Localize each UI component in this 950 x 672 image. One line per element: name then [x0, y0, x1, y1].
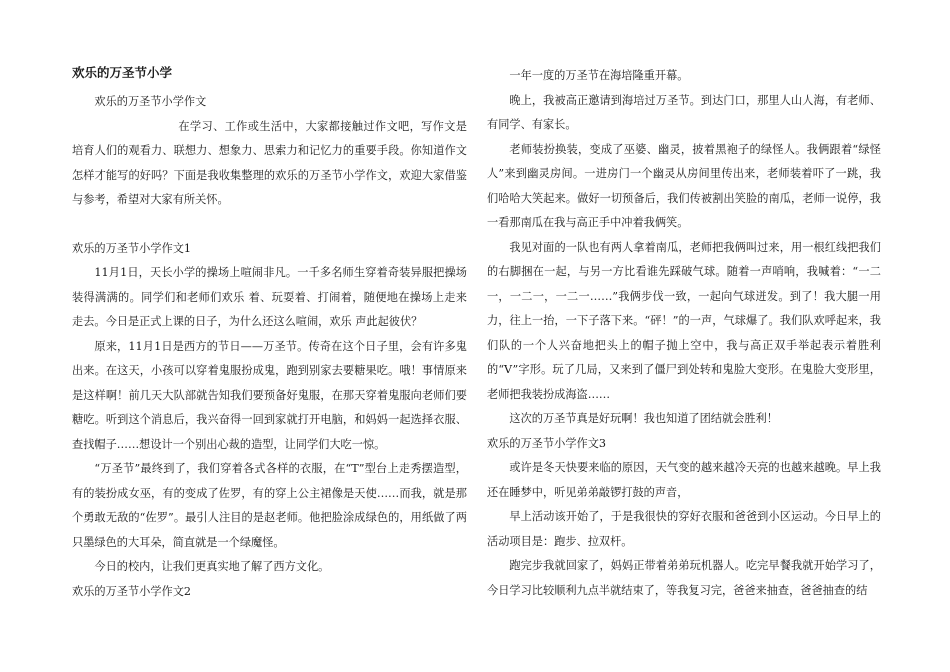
subtitle: 欢乐的万圣节小学作文 — [94, 95, 207, 108]
essay3-paragraph-2: 早上活动该开始了，于是我很快的穿好衣服和爸爸到小区运动。今日早上的活动项目是：跑步、拉双杆。 — [487, 510, 881, 548]
essay2-paragraph-3: 老师装扮换装，变成了巫婆、幽灵，披着黑袍子的绿怪人。我俩跟着“绿怪人”来到幽灵房间。一进房门一个幽灵从房间里传出来，老师装着吓了一跳，我们哈哈大笑起来。做好一切预备后，我们传被割出笑脸的南瓜，老师一说停，我一看那南瓜在我与高正手中冲着我俩笑。 — [487, 142, 881, 229]
essay1-paragraph-1: 11月1日，天长小学的操场上喧闹非凡。一千多名师生穿着奇装异服把操场装得满满的。同学们和老师们欢乐 着、玩耍着、打闹着，随便地在操场上走来走去。今日是正式上课的日子，为什么还这么喧闹，欢乐 声此起彼伏？ — [72, 266, 467, 328]
essay2-paragraph-2: 晚上，我被高正邀请到海培过万圣节。到达门口，那里人山人海，有老师、有同学、有家长。 — [487, 93, 881, 131]
document-title: 欢乐的万圣节小学 — [72, 65, 173, 80]
right-column — [487, 64, 881, 603]
essay1-paragraph-4: 今日的校内，让我们更真实地了解了西方文化。 — [94, 560, 330, 573]
essay2-paragraph-1: 一年一度的万圣节在海培隆重开幕。 — [509, 69, 689, 82]
essay1-paragraph-3: “万圣节”最终到了，我们穿着各式各样的衣服，在“T”型台上走秀摆造型，有的装扮成女巫，有的变成了佐罗，有的穿上公主裙像是天使……而我，就是那个勇敢无敌的“佐罗”。最引人注目的是赵老师。他把脸涂成绿色的，用纸做了两只墨绿色的大耳朵，简直就是一个绿魔怪。 — [72, 462, 467, 549]
essay2-paragraph-4: 我见对面的一队也有两人拿着南瓜，老师把我俩叫过来，用一根红线把我们的右脚捆在一起，与另一方比看谁先踩破气球。随着一声哨响，我喊着：“一二一，一二一，一二一……”我俩步伐一致，一起向气球迸发。到了！我大腿一用力，往上一抬，一下子落下来。“砰！”的一声，气球爆了。我们队欢呼起来，我们队的一个人兴奋地把头上的帽子抛上空中，我与高正双手举起表示着胜利的“V”字形。玩了几局，又来到了僵尸到处转和鬼脸大变形。在鬼脸大变形里，老师把我装扮成海盗…… — [487, 240, 881, 401]
essay3-paragraph-1: 或许是冬天快要来临的原因，天气变的越来越冷天亮的也越来越晚。早上我还在睡梦中，听见弟弟敲锣打鼓的声音， — [487, 461, 881, 499]
essay3-paragraph-3: 跑完步我就回家了，妈妈正带着弟弟玩机器人。吃完早餐我就开始学习了，今日学习比较顺利九点半就结束了，等我复习完，爸爸来抽查，爸爸抽查的结 — [487, 559, 881, 597]
essay3-heading: 欢乐的万圣节小学作文3 — [487, 436, 606, 450]
intro-paragraph: 在学习、工作或生活中，大家都接触过作文吧，写作文是培育人们的观看力、联想力、想象力、思索力和记忆力的重要手段。你知道作文怎样才能写的好吗？下面是我收集整理的欢乐的万圣节小学作文，欢迎大家借鉴与参考，希望对大家有所关怀。 — [72, 119, 467, 206]
essay2-heading: 欢乐的万圣节小学作文2 — [72, 584, 191, 598]
essay1-paragraph-2: 原来，11月1日是西方的节日——万圣节。传奇在这个日子里，会有许多鬼出来。在这天，小孩可以穿着鬼服扮成鬼，跑到别家去要糖果吃。哦！事情原来是这样啊！前几天大队部就告知我们要预备好鬼服，在那天穿着鬼服向老师们要糖吃。听到这个消息后，我兴奋得一回到家就打开电脑，和妈妈一起选择衣服、查找帽子……想设计一个别出心裁的造型，让同学们大吃一惊。 — [72, 339, 467, 451]
essay2-paragraph-5: 这次的万圣节真是好玩啊！我也知道了团结就会胜利！ — [509, 412, 778, 425]
essay1-heading: 欢乐的万圣节小学作文1 — [72, 241, 191, 255]
spacer — [72, 213, 467, 237]
left-column — [72, 64, 467, 604]
